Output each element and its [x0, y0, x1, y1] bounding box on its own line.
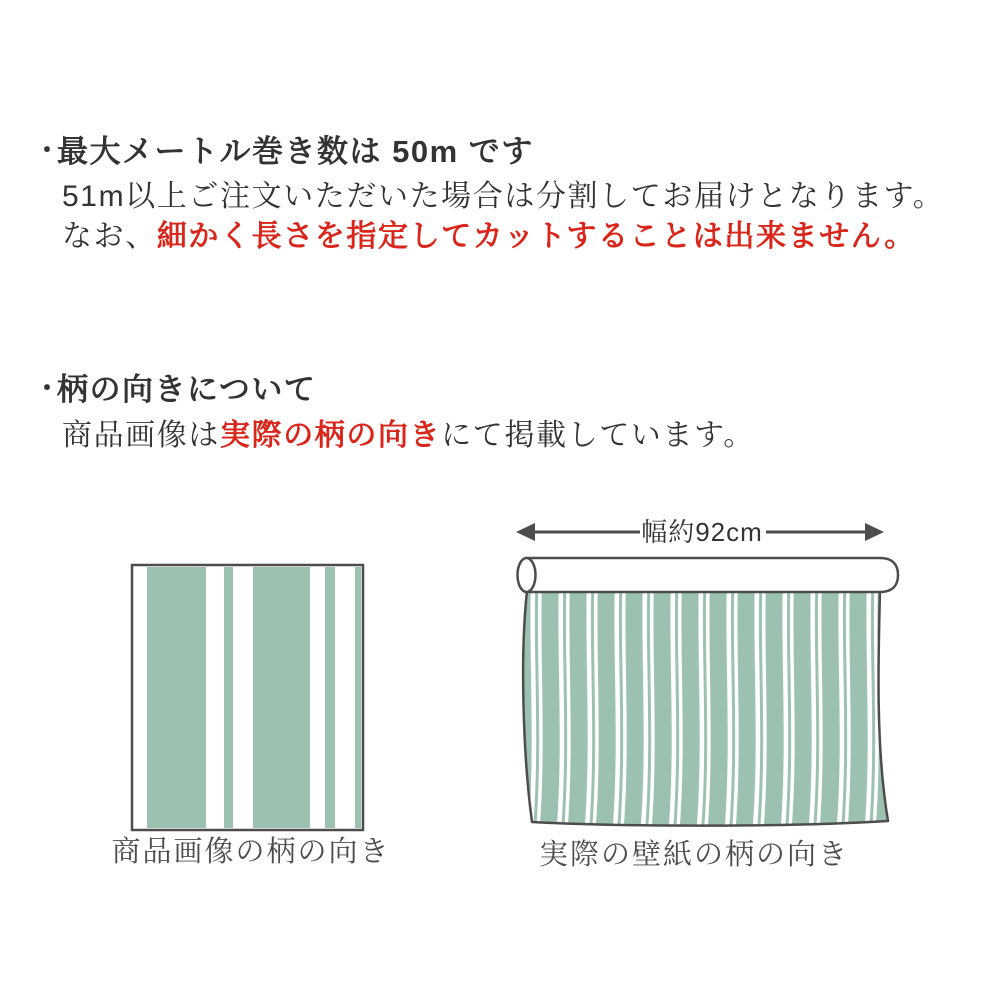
stripe	[253, 567, 310, 828]
bullet-icon: ・	[34, 135, 62, 165]
pattern-direction-body	[62, 416, 755, 456]
roll-tube	[526, 558, 898, 592]
width-label: 幅約92cm	[641, 517, 763, 547]
swatch-stripes	[147, 567, 361, 828]
max-roll-body-line2	[62, 217, 916, 257]
figure-caption: 実際の壁紙の柄の向き	[538, 839, 850, 871]
product-image-figure	[110, 545, 400, 875]
wallpaper-sheet	[523, 591, 888, 826]
stripe	[325, 567, 335, 828]
max-roll-body-line2-prefix: なお、	[62, 220, 157, 253]
pattern-direction-heading-text: 柄の向きについて	[57, 372, 317, 407]
product-image-figure-svg	[110, 545, 400, 875]
actual-direction-emphasis: 実際の柄の向き	[220, 419, 442, 452]
stripe	[355, 567, 361, 828]
stripe	[147, 567, 206, 828]
max-roll-body-line1: 51m以上ご注文いただいた場合は分割してお届けとなります。	[62, 180, 945, 213]
pattern-direction-body-prefix: 商品画像は	[62, 419, 220, 452]
roll-end-cap	[518, 558, 536, 592]
figure-caption: 商品画像の柄の向き	[111, 836, 391, 868]
stripe	[224, 567, 233, 828]
no-custom-cut-emphasis: 細かく長さを指定してカットすることは出来ません。	[156, 220, 916, 253]
max-roll-heading	[34, 126, 534, 171]
bullet-icon: ・	[34, 373, 62, 403]
pattern-direction-heading	[34, 364, 316, 409]
pattern-direction-body-suffix: にて掲載しています。	[441, 419, 755, 452]
actual-wallpaper-figure	[490, 505, 910, 875]
actual-wallpaper-figure-svg	[490, 505, 910, 875]
arrowhead-right-icon	[865, 523, 884, 541]
arrowhead-left-icon	[516, 523, 535, 541]
max-roll-heading-text: 最大メートル巻き数は 50m です	[57, 134, 534, 169]
